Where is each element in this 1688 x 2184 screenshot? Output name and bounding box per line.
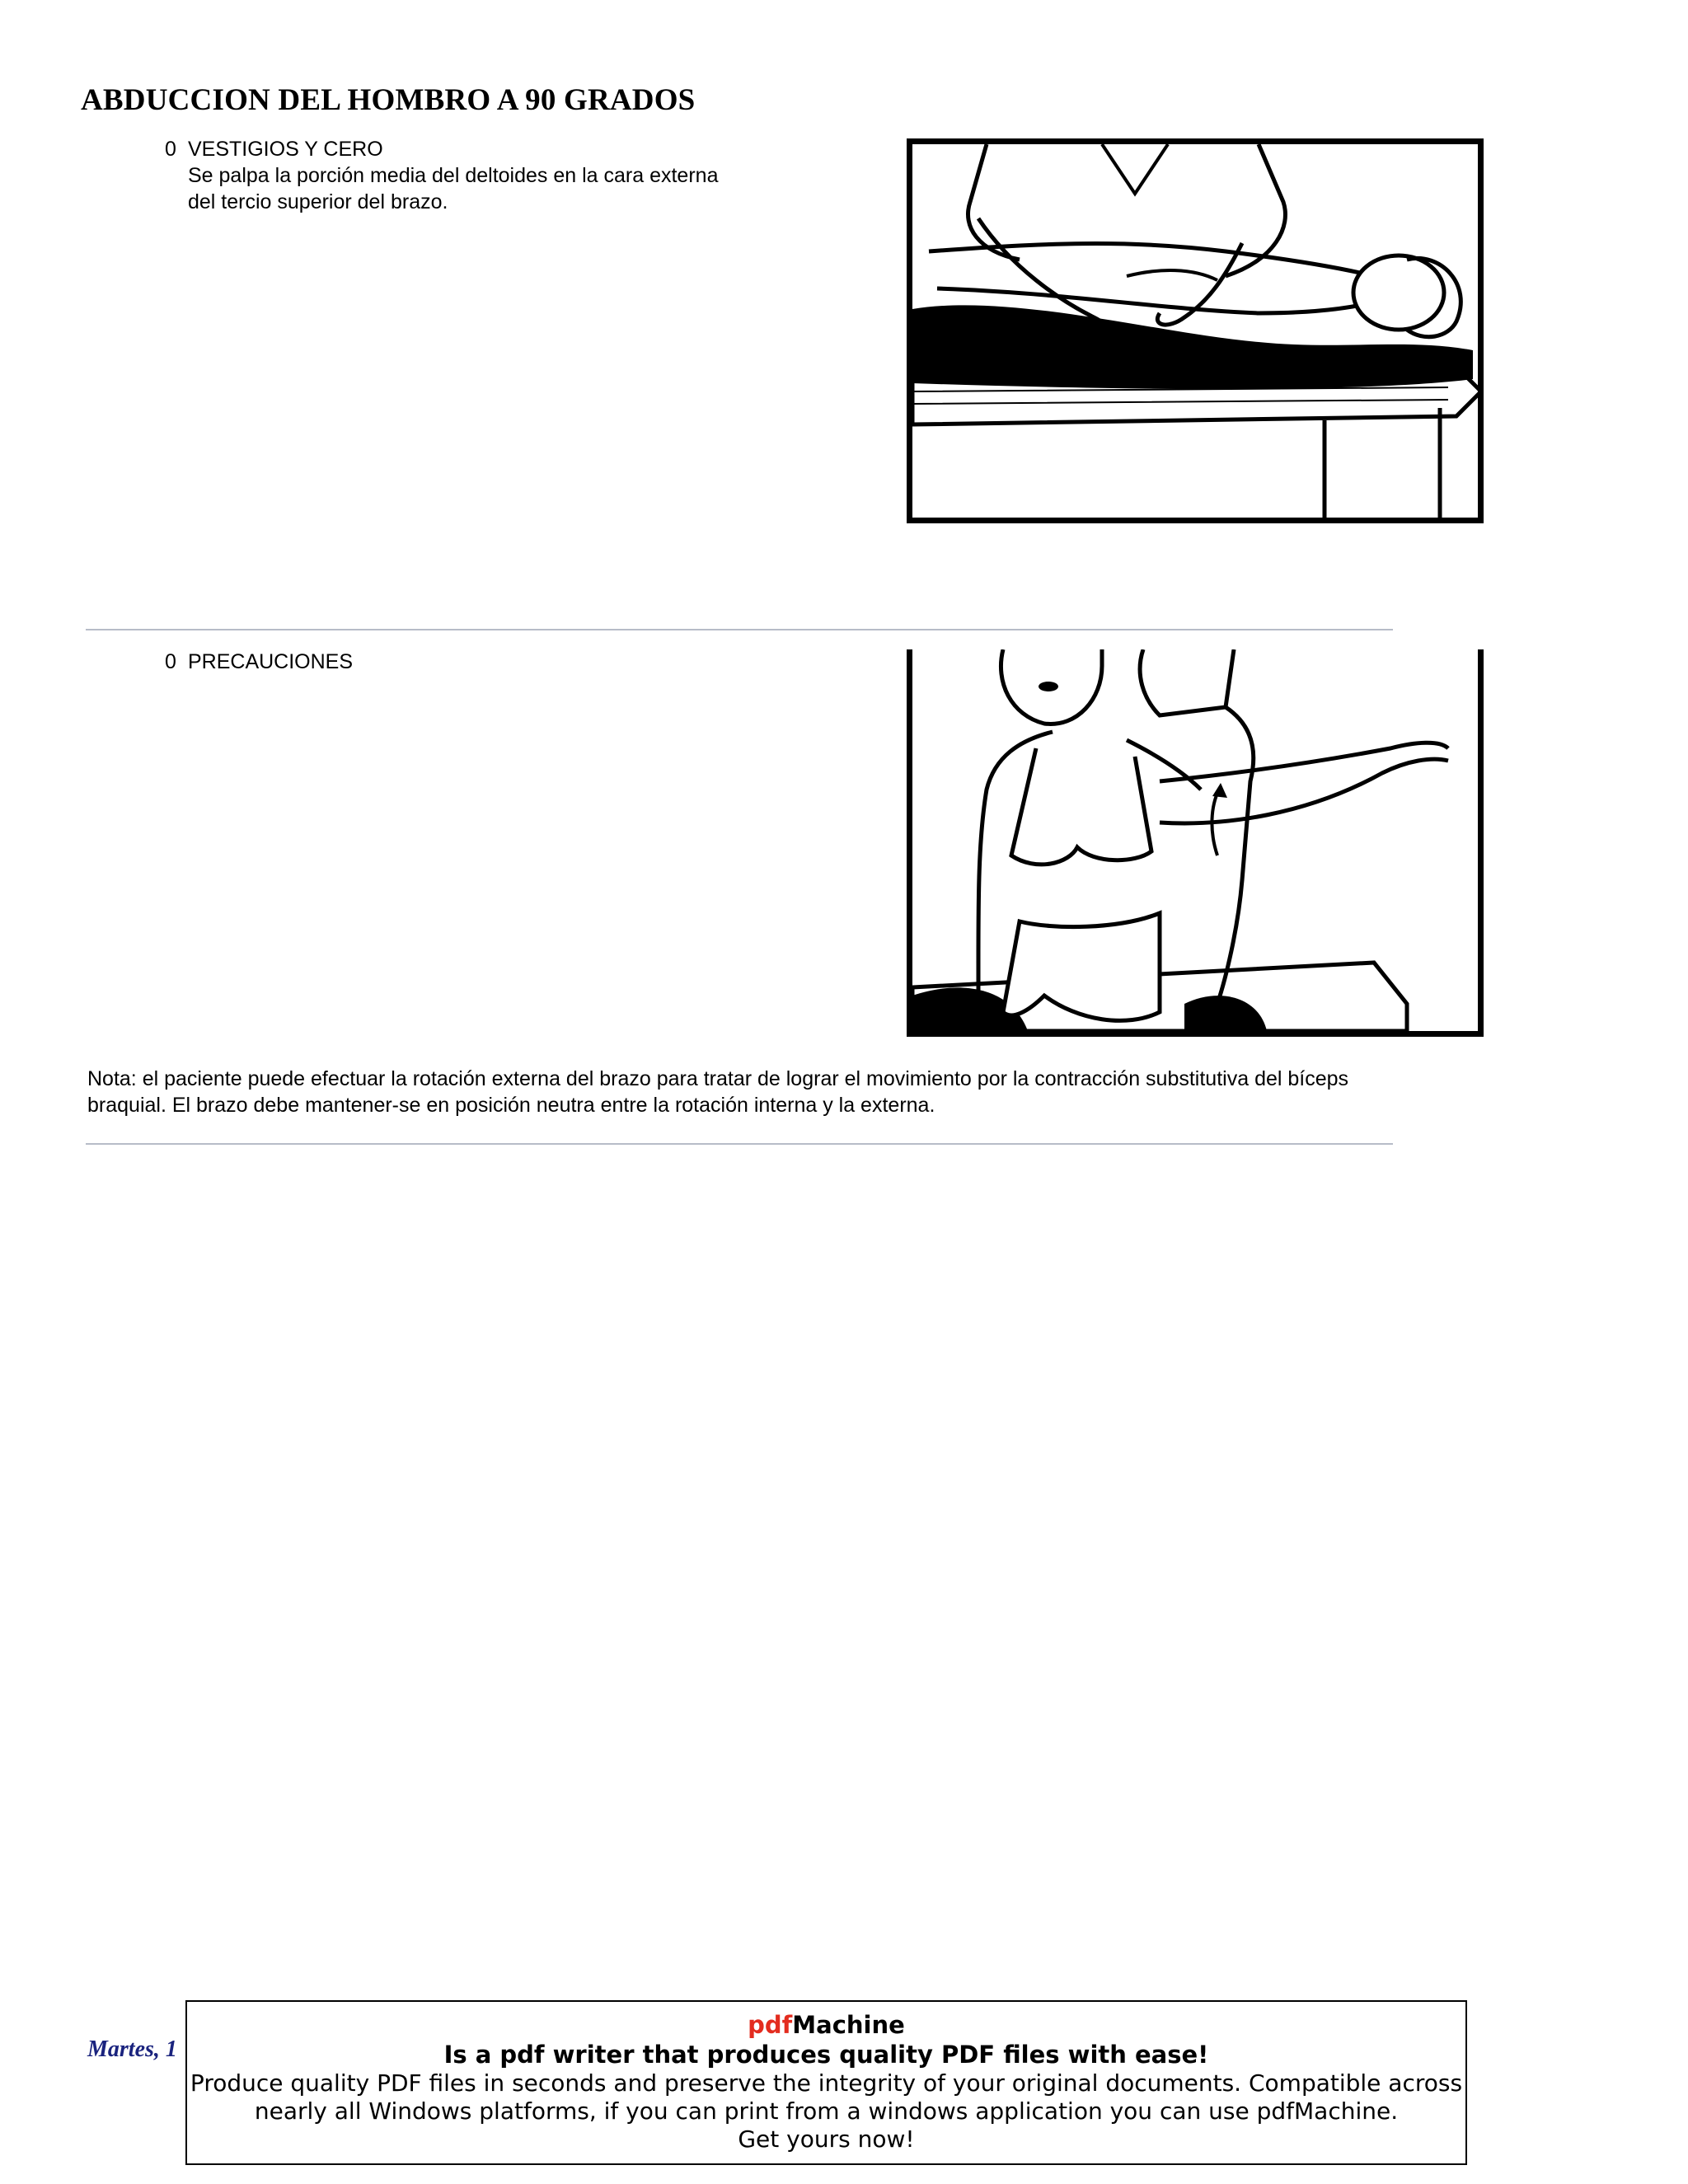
banner-body-line: nearly all Windows platforms, if you can print from a windows application you can use pdfMachine. <box>254 2097 1399 2125</box>
section-vestigios <box>165 136 718 215</box>
banner-body-line: Produce quality PDF files in seconds and preserve the integrity of your original documents. Compatible across <box>190 2069 1463 2097</box>
note-line: braquial. El brazo debe mantener-se en posición neutra entre la rotación interna y la externa. <box>87 1094 935 1117</box>
brand-machine-text: Machine <box>792 2011 905 2039</box>
footer-date: Martes, 1 <box>87 2036 177 2062</box>
note-line: Nota: el paciente puede efectuar la rotación externa del brazo para tratar de lograr el movimiento por la contracción substitutiva del bíceps <box>87 1067 1349 1090</box>
section-divider <box>86 1143 1393 1145</box>
brand-pdf-text: pdf <box>748 2011 793 2039</box>
illustration-drawing <box>912 144 1478 518</box>
banner-brand <box>187 2010 1465 2040</box>
section-heading: PRECAUCIONES <box>188 650 354 673</box>
illustration-drawing <box>912 649 1478 1031</box>
section-number: 0 <box>165 650 176 673</box>
pdfmachine-banner <box>185 2000 1467 2165</box>
seated-shoulder-abduction-illustration <box>907 649 1484 1037</box>
section-description-line: Se palpa la porción media del deltoides en la cara externa <box>188 164 719 187</box>
section-heading: VESTIGIOS Y CERO <box>188 138 383 161</box>
section-divider <box>86 629 1393 630</box>
section-number: 0 <box>165 138 176 161</box>
section-description-line: del tercio superior del brazo. <box>188 190 448 213</box>
section-precauciones <box>165 649 353 675</box>
note-text <box>87 1066 1456 1118</box>
palpation-supine-patient-illustration <box>907 138 1484 523</box>
banner-call-to-action: Get yours now! <box>738 2125 915 2153</box>
page-title: ABDUCCION DEL HOMBRO A 90 GRADOS <box>81 83 696 117</box>
banner-tagline: Is a pdf writer that produces quality PDF files with ease! <box>443 2041 1209 2069</box>
